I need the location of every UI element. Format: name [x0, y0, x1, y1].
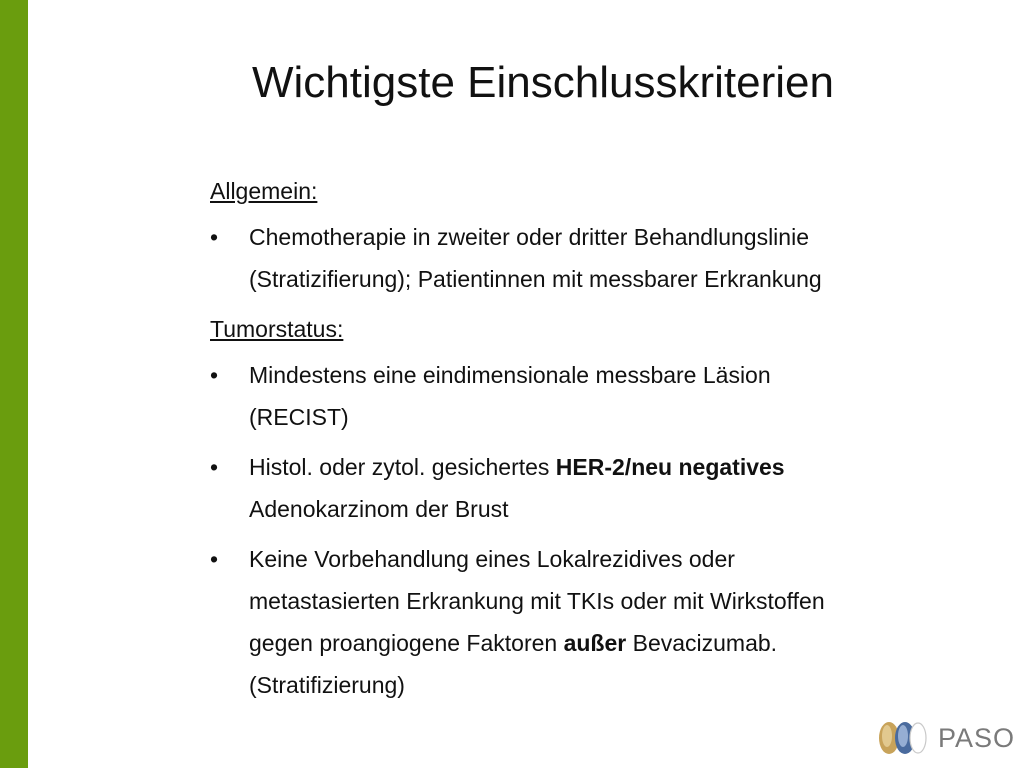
section-heading: Tumorstatus: — [210, 316, 344, 342]
bullet-dot: • — [210, 224, 219, 250]
bullet-list — [210, 354, 1000, 706]
bullet-list — [210, 216, 1000, 300]
bullet-text: metastasierten Erkrankung mit TKIs oder mit Wirkstoffen — [249, 588, 825, 614]
slide-content — [210, 170, 1000, 714]
bullet-text-bold: außer — [563, 630, 627, 656]
bullet-text: Adenokarzinom der Brust — [249, 496, 509, 522]
bullet-text: Keine Vorbehandlung eines Lokalrezidives oder — [249, 546, 735, 572]
bullet-text: (Stratifizierung) — [249, 672, 405, 698]
accent-bar — [0, 0, 28, 768]
bullet-text: Histol. oder zytol. gesichertes — [249, 454, 556, 480]
bullet-item — [210, 538, 1000, 706]
section-heading: Allgemein: — [210, 178, 318, 204]
bullet-item — [210, 446, 1000, 530]
paso-logo — [876, 718, 1016, 758]
bullet-dot: • — [210, 454, 219, 480]
bullet-text: (RECIST) — [249, 404, 349, 430]
bullet-text: Bevacizumab. — [626, 630, 778, 656]
bullet-item — [210, 354, 1000, 438]
bullet-text: Mindestens eine eindimensionale messbare Läsion — [249, 362, 771, 388]
bullet-item — [210, 216, 1000, 300]
paso-logo-icon — [876, 720, 930, 756]
bullet-text-bold: HER-2/neu negatives — [555, 454, 785, 480]
bullet-text: gegen proangiogene Faktoren — [249, 630, 564, 656]
bullet-dot: • — [210, 546, 219, 572]
slide-title: Wichtigste Einschlusskriterien — [252, 58, 834, 107]
bullet-text: (Stratizifierung); Patientinnen mit messbarer Erkrankung — [249, 266, 822, 292]
bullet-dot: • — [210, 362, 219, 388]
bullet-text: Chemotherapie in zweiter oder dritter Behandlungslinie — [249, 224, 809, 250]
logo-text: PASO — [938, 723, 1016, 753]
